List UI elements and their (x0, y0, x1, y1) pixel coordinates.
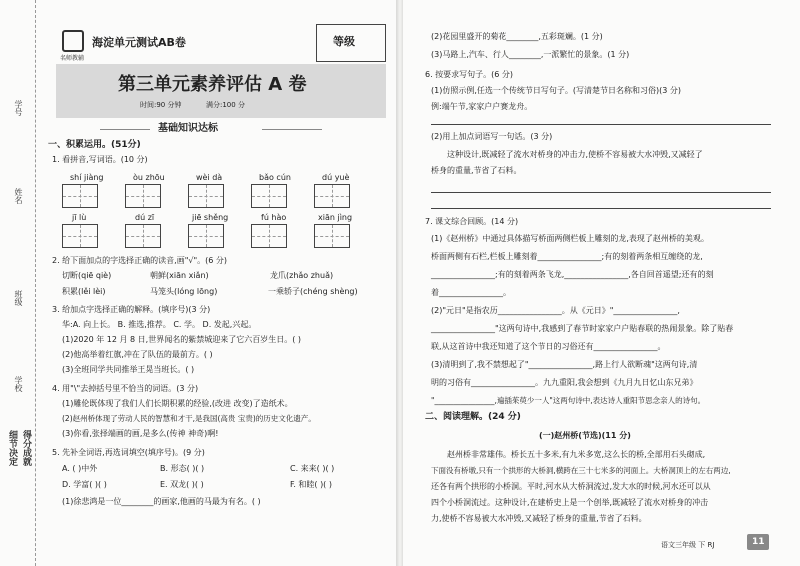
answer-line[interactable] (431, 208, 771, 209)
part2-heading: 二、阅读理解。(24 分) (425, 412, 521, 422)
q5-blank[interactable]: B. 形态( )( ) (160, 464, 205, 473)
q7-2[interactable]: 联,从这首诗中我还知道了这个节日的习俗还有________________。 (431, 342, 666, 351)
pinyin: dú zī (135, 213, 155, 222)
q3: 3. 给加点字选择正确的解释。(填序号)(3 分) (52, 305, 211, 314)
q5-item[interactable]: (3)马路上,汽车、行人________,一派繁忙的景象。(1 分) (431, 50, 630, 59)
q2-item[interactable]: 马笼头(lóng lōng) (150, 287, 218, 296)
q7-1[interactable]: 着________________。 (431, 288, 511, 297)
section-banner: 基础知识达标 (158, 123, 218, 134)
time-info: 时间:90 分钟 (140, 101, 182, 109)
passage-line: 还各有两个拱形的小桥洞。平时,河水从大桥洞流过,发大水的时候,河水还可以从 (431, 482, 711, 491)
q7-1[interactable]: ________________;有的刻着两条飞龙,________________,各自回首遥望;还有的刻 (431, 270, 714, 279)
q5-item[interactable]: (1)徐悲鸿是一位________的画家,他画的马最为有名。( ) (62, 497, 261, 506)
q2-item[interactable]: 积累(lěi lèi) (62, 287, 106, 296)
answer-line[interactable] (431, 124, 771, 125)
binding-margin (0, 0, 36, 566)
banner-line-right (262, 129, 322, 130)
answer-grid[interactable] (125, 184, 161, 208)
q7-3[interactable]: 明的习俗有________________。九九重阳,我会想到《九月九日忆山东兄弟》 (431, 378, 698, 387)
pinyin: bǎo cún (259, 173, 291, 182)
answer-grid[interactable] (251, 224, 287, 248)
q5-blank[interactable]: A. ( )中外 (62, 464, 98, 473)
q5-blank[interactable]: D. 学富( )( ) (62, 480, 107, 489)
q5-item[interactable]: (2)花园里盛开的菊花________,五彩斑斓。(1 分) (431, 32, 603, 41)
q2: 2. 给下面加点的字选择正确的读音,画"√"。(6 分) (52, 256, 228, 265)
q4-item: (3)你看,张择端画的画,是多么(传神 神奇)啊! (62, 429, 219, 438)
answer-grid[interactable] (251, 184, 287, 208)
q6-2-sentence: 这种设计,既减轻了流水对桥身的冲击力,使桥不容易被大水冲毁,又减轻了 (447, 150, 703, 159)
name-label: 姓名 (14, 188, 23, 204)
right-page (403, 0, 800, 566)
passage-line: 下面没有桥墩,只有一个拱形的大桥洞,横跨在三十七米多的河面上。大桥洞顶上的左右两边, (431, 466, 731, 475)
pinyin: fú hào (261, 213, 287, 222)
reading-title: (一)赵州桥(节选)(11 分) (539, 431, 631, 440)
q1: 1. 看拼音,写词语。(10 分) (52, 155, 148, 164)
class-label: 班级 (14, 290, 23, 306)
school-label: 学校 (14, 376, 23, 392)
q6-example: 例:端午节,家家户户赛龙舟。 (431, 102, 533, 111)
pinyin: wèi dà (196, 173, 223, 182)
passage-line: 力,使桥不容易被大水冲毁,又减轻了桥身的重量,节省了石料。 (431, 514, 647, 523)
q7-3[interactable]: (3)清明到了,我不禁想起了"________________,路上行人欲断魂"这两句诗,清 (431, 360, 698, 369)
q6: 6. 按要求写句子。(6 分) (425, 70, 514, 79)
q5-blank[interactable]: E. 双龙( )( ) (160, 480, 204, 489)
q7-1[interactable]: 桥面两侧有石栏,栏板上雕刻着________________;有的刻着两条相互缠绕的龙, (431, 252, 703, 261)
q6-2: (2)用上加点词语写一句话。(3 分) (431, 132, 553, 141)
brand: 名师教辅 (60, 55, 85, 62)
series-title: 海淀单元测试AB卷 (92, 36, 186, 49)
q3-item: (2)他高举着红旗,冲在了队伍的最前方。( ) (62, 350, 213, 359)
footer-label: 语文三年级 下 RJ (661, 541, 715, 549)
q4-item: (1)雕伦既体现了我们人们长期积累的经验,(改进 改变)了造纸术。 (62, 399, 293, 408)
q5-blank[interactable]: F. 和睦( )( ) (290, 480, 332, 489)
pinyin: jiē shěng (192, 213, 229, 222)
answer-grid[interactable] (62, 224, 98, 248)
q6-2-sentence: 桥身的重量,节省了石料。 (431, 166, 522, 175)
passage-line: 四个小桥洞流过。这种设计,在建桥史上是一个创举,既减轻了流水对桥身的冲击 (431, 498, 709, 507)
page-number-box (747, 534, 769, 550)
pinyin: shí jiàng (70, 173, 104, 182)
answer-grid[interactable] (188, 184, 224, 208)
q5: 5. 先补全词语,再选词填空(填序号)。(9 分) (52, 448, 205, 457)
q3-item: (3)全班同学共同推举王晃当班长。( ) (62, 365, 195, 374)
answer-grid[interactable] (314, 224, 350, 248)
q3-item: (1)2020 年 12 月 8 日,世界闻名的紫禁城迎来了它六百岁生日。( ) (62, 335, 302, 344)
answer-grid[interactable] (314, 184, 350, 208)
page-title: 第三单元素养评估 A 卷 (118, 74, 307, 95)
grade-box (316, 24, 386, 62)
answer-grid[interactable] (188, 224, 224, 248)
q2-item[interactable]: 切断(qiē qiè) (62, 271, 112, 280)
student-id-label: 学号 (14, 100, 23, 116)
pinyin: dú yuè (322, 173, 350, 182)
q7: 7. 课文综合回顾。(14 分) (425, 217, 519, 226)
score-info: 满分:100 分 (206, 101, 245, 109)
q6-1: (1)仿照示例,任选一个传统节日写句子。(写清楚节日名称和习俗)(3 分) (431, 86, 681, 95)
q2-item[interactable]: 龙爪(zhǎo zhuǎ) (270, 271, 334, 280)
pinyin: xiān jìng (318, 213, 353, 222)
answer-grid[interactable] (125, 224, 161, 248)
q7-3[interactable]: "________________,遍插茱萸少一人"这两句诗中,表达诗人重阳节思念亲人的诗句。 (431, 396, 706, 405)
q7-2[interactable]: ________________"这两句诗中,我感到了春节时家家户户贴春联的热闹景象。除了贴春 (431, 324, 734, 333)
q5-blank[interactable]: C. 来来( )( ) (290, 464, 335, 473)
q4-item: (2)赵州桥体现了劳动人民的智慧和才干,是我国(高贵 宝贵)的历史文化遗产。 (62, 414, 316, 423)
answer-line[interactable] (431, 192, 771, 193)
q3-options: 华:A. 向上长。 B. 推选,推荐。 C. 学。 D. 发起,兴起。 (62, 320, 257, 329)
pinyin: òu zhōu (133, 173, 165, 182)
q4: 4. 用"\"去掉括号里不恰当的词语。(3 分) (52, 384, 199, 393)
banner-line-left (100, 129, 150, 130)
grade-label: 等级 (333, 35, 355, 48)
q7-1: (1)《赵州桥》中通过具体描写桥面两侧栏板上雕刻的龙,表现了赵州桥的美观。 (431, 234, 709, 243)
page-number: 11 (752, 537, 765, 547)
q2-item[interactable]: 朝鲜(xiān xiǎn) (150, 271, 209, 280)
part1-heading: 一、积累运用。(51分) (48, 140, 141, 150)
q7-2[interactable]: (2)"元日"是指农历________________。从《元日》"________________, (431, 306, 680, 315)
answer-grid[interactable] (62, 184, 98, 208)
q2-item[interactable]: 一乘轿子(chéng shèng) (268, 287, 358, 296)
slogan-1: 细节决定 (7, 430, 17, 466)
left-page (0, 0, 397, 566)
logo (62, 30, 84, 52)
passage-line: 赵州桥非常雄伟。桥长五十多米,有九米多宽,这么长的桥,全部用石头砌成, (447, 450, 706, 459)
pinyin: jī lù (72, 213, 87, 222)
slogan-2: 得分成就 (21, 430, 31, 466)
